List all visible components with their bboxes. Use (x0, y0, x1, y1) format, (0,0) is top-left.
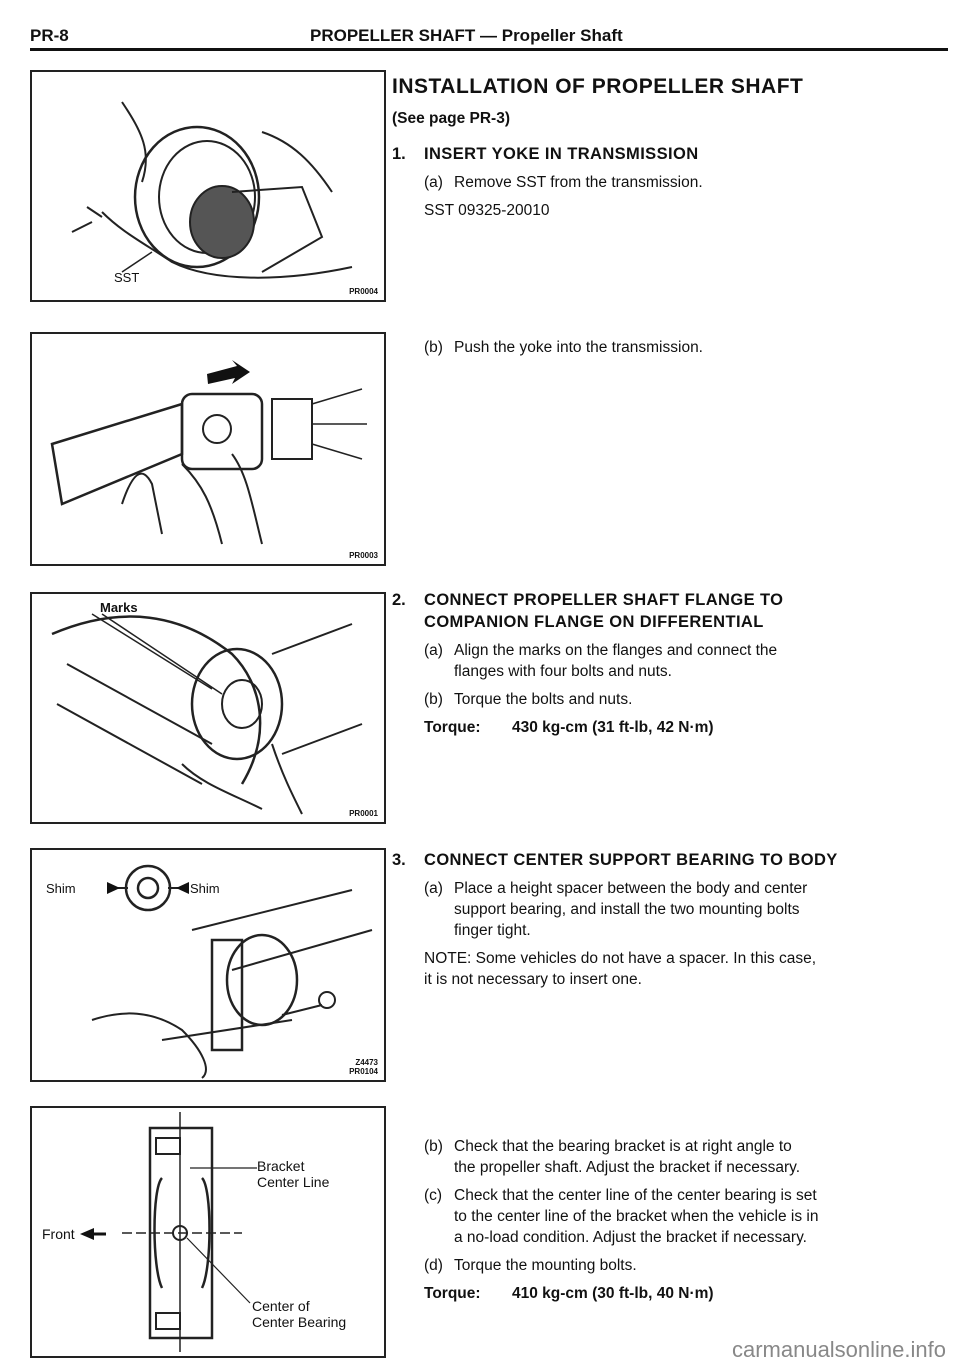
yoke-illustration (32, 334, 384, 564)
step-3a-line2: support bearing, and install the two mounting bolts (454, 901, 800, 918)
sst-illustration (32, 72, 384, 300)
section-heading: INSTALLATION OF PROPELLER SHAFT (392, 75, 804, 98)
step-3b-label: (b) (424, 1138, 443, 1155)
figure-remove-sst (30, 70, 386, 302)
step-1b-label: (b) (424, 339, 443, 356)
figure-push-yoke (30, 332, 386, 566)
step-3a-line3: finger tight. (454, 922, 531, 939)
step-2-title-line1: CONNECT PROPELLER SHAFT FLANGE TO (424, 591, 784, 609)
step-3c-line2: to the center line of the bracket when the vehicle is in (454, 1208, 819, 1225)
flange-illustration (32, 594, 384, 822)
step-3a-label: (a) (424, 880, 443, 897)
note-line2: it is not necessary to insert one. (424, 971, 642, 988)
step-2-torque-label: Torque: (424, 719, 481, 736)
step-3c-line3: a no-load condition. Adjust the bracket if necessary. (454, 1229, 807, 1246)
label-center-of: Center of (252, 1298, 310, 1314)
step-1-title: INSERT YOKE IN TRANSMISSION (424, 145, 699, 163)
step-1a-text: Remove SST from the transmission. (454, 174, 703, 191)
page-header (30, 22, 948, 51)
figure-code-top: Z4473 (355, 1058, 378, 1067)
step-2b-label: (b) (424, 691, 443, 708)
see-page-reference: (See page PR-3) (392, 110, 511, 127)
label-shim-right: Shim (190, 881, 220, 896)
step-3-title: CONNECT CENTER SUPPORT BEARING TO BODY (424, 851, 838, 869)
figure-bracket-alignment (30, 1106, 386, 1358)
step-3d-text: Torque the mounting bolts. (454, 1257, 637, 1274)
note-line1: NOTE: Some vehicles do not have a spacer. In this case, (424, 950, 817, 967)
figure-align-marks (30, 592, 386, 824)
step-2a-line2: flanges with four bolts and nuts. (454, 663, 672, 680)
page-title: PROPELLER SHAFT — Propeller Shaft (310, 26, 623, 45)
step-3a-line1: Place a height spacer between the body and center (454, 880, 808, 897)
step-2-number: 2. (392, 591, 406, 609)
figure-code: PR0003 (349, 551, 378, 560)
step-2a-label: (a) (424, 642, 443, 659)
figure-code: PR0001 (349, 809, 378, 818)
step-2-title-line2: COMPANION FLANGE ON DIFFERENTIAL (424, 613, 764, 631)
label-shim-left: Shim (46, 881, 76, 896)
label-marks: Marks (100, 600, 138, 615)
step-3c-line1: Check that the center line of the center bearing is set (454, 1187, 817, 1204)
step-3b-line1: Check that the bearing bracket is at right angle to (454, 1138, 792, 1155)
step-2a-line1: Align the marks on the flanges and connect the (454, 642, 778, 659)
page-number: PR-8 (30, 26, 69, 45)
step-3-torque-value: 410 kg-cm (30 ft-lb, 40 N·m) (512, 1285, 714, 1302)
instructions-column (392, 72, 952, 1362)
label-bracket: Bracket (257, 1158, 305, 1174)
figure-code: PR0004 (349, 287, 378, 296)
watermark: carmanualsonline.info (731, 1337, 946, 1362)
label-center-line: Center Line (257, 1174, 330, 1190)
step-1-number: 1. (392, 145, 406, 163)
sst-number: SST 09325-20010 (424, 202, 550, 219)
step-3b-line2: the propeller shaft. Adjust the bracket if necessary. (454, 1159, 801, 1176)
step-2-torque-value: 430 kg-cm (31 ft-lb, 42 N·m) (512, 719, 714, 736)
step-3-number: 3. (392, 851, 406, 869)
step-1a-label: (a) (424, 174, 443, 191)
figure-code-bottom: PR0104 (349, 1067, 378, 1076)
step-1b-text: Push the yoke into the transmission. (454, 339, 703, 356)
step-2b-text: Torque the bolts and nuts. (454, 691, 633, 708)
label-center-bearing: Center Bearing (252, 1314, 347, 1330)
step-3-torque-label: Torque: (424, 1285, 481, 1302)
figure-code (349, 1058, 378, 1076)
label-front: Front (42, 1226, 75, 1242)
figure-center-bearing (30, 848, 386, 1082)
step-3c-label: (c) (424, 1187, 443, 1204)
step-3d-label: (d) (424, 1257, 443, 1274)
label-sst: SST (114, 270, 140, 285)
